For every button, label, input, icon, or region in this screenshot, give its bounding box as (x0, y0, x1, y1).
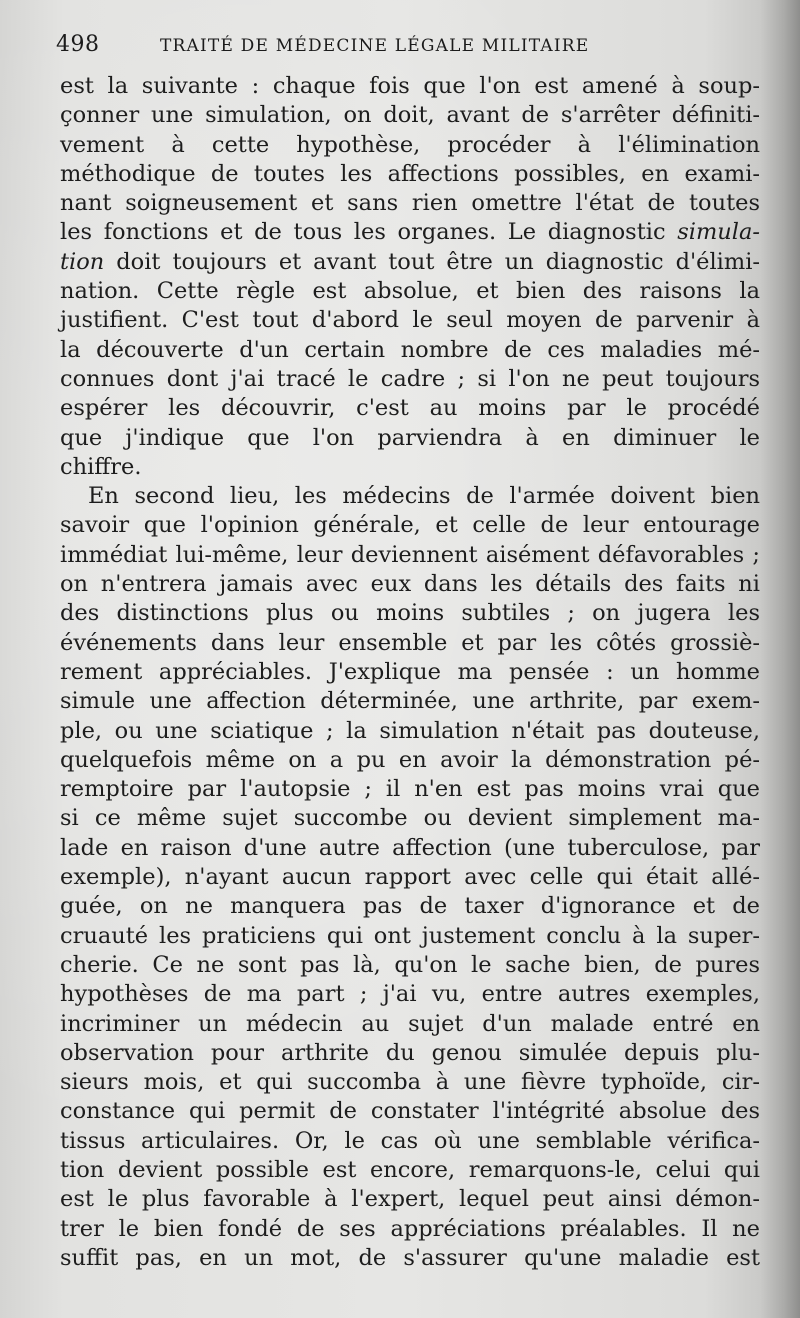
text-line: connues dont j'ai tracé le cadre ; si l'on ne peut toujours (60, 365, 760, 392)
text-line: est le plus favorable à l'expert, lequel peut ainsi démon- (60, 1186, 760, 1213)
text-line: hypothèses de ma part ; j'ai vu, entre autres exemples, (60, 981, 760, 1008)
text-line: quelquefois même on a pu en avoir la démonstration pé- (60, 746, 760, 773)
text-line: remptoire par l'autopsie ; il n'en est pas moins vrai que (60, 776, 760, 803)
text-line: nant soigneusement et sans rien omettre l'état de toutes (60, 190, 760, 217)
text-line: rement appréciables. J'explique ma pensée : un homme (60, 658, 760, 685)
text-line: tissus articulaires. Or, le cas où une semblable vérifica- (60, 1127, 760, 1154)
text-line: simule une affection déterminée, une arthrite, par exem- (60, 688, 760, 715)
text-line: nation. Cette règle est absolue, et bien des raisons la (60, 278, 760, 305)
body-text (60, 72, 760, 1273)
text-line: chiffre. (60, 453, 142, 480)
text-line: incriminer un médecin au sujet d'un malade entré en (60, 1010, 760, 1037)
running-head: TRAITÉ DE MÉDECINE LÉGALE MILITAIRE (160, 36, 590, 56)
page-header (56, 30, 740, 60)
text-line: que j'indique que l'on parviendra à en diminuer le (60, 424, 760, 451)
text-line: cherie. Ce ne sont pas là, qu'on le sache bien, de pures (60, 951, 760, 978)
text-line: lade en raison d'une autre affection (une tuberculose, par (60, 834, 760, 861)
text-line: méthodique de toutes les affections possibles, en exami- (60, 160, 760, 187)
text-line: des distinctions plus ou moins subtiles ; on jugera les (60, 600, 760, 627)
text-line: tion devient possible est encore, remarquons-le, celui qui (60, 1156, 760, 1183)
page-number: 498 (56, 32, 100, 57)
text-fragment: doit toujours et avant tout être un diagnostic d'élimi- (104, 248, 760, 275)
text-line: trer le bien fondé de ses appréciations préalables. Il ne (60, 1215, 760, 1242)
text-line: immédiat lui-même, leur deviennent aisément défavorables ; (60, 541, 760, 568)
text-line: cruauté les praticiens qui ont justement conclu à la super- (60, 922, 760, 949)
text-line: observation pour arthrite du genou simulée depuis plu- (60, 1039, 760, 1066)
text-line (60, 218, 760, 247)
text-line: événements dans leur ensemble et par les côtés grossiè- (60, 629, 760, 656)
text-line: est la suivante : chaque fois que l'on est amené à soup- (60, 73, 760, 99)
italic-word: tion (60, 248, 105, 275)
text-line (60, 248, 760, 277)
text-line: ple, ou une sciatique ; la simulation n'était pas douteuse, (60, 717, 760, 744)
italic-word: simula- (677, 219, 760, 246)
text-line: guée, on ne manquera pas de taxer d'ignorance et de (60, 893, 760, 920)
text-line: justifient. C'est tout d'abord le seul moyen de parvenir à (60, 307, 760, 334)
text-line: constance qui permit de constater l'intégrité absolue des (60, 1098, 760, 1125)
page-edge-shadow (760, 0, 800, 1318)
text-line: exemple), n'ayant aucun rapport avec celle qui était allé- (60, 864, 760, 891)
text-line: sieurs mois, et qui succomba à une fièvre typhoïde, cir- (60, 1069, 760, 1096)
text-line: espérer les découvrir, c'est au moins par le procédé (60, 395, 760, 422)
text-line: vement à cette hypothèse, procéder à l'élimination (60, 131, 760, 158)
text-line: si ce même sujet succombe ou devient simplement ma- (60, 805, 760, 832)
text-line: suffit pas, en un mot, de s'assurer qu'une maladie est (60, 1244, 760, 1271)
text-line: çonner une simulation, on doit, avant de s'arrêter définiti- (60, 102, 760, 129)
text-fragment: les fonctions et de tous les organes. Le diagnostic (60, 219, 678, 246)
text-line: la découverte d'un certain nombre de ces maladies mé- (60, 336, 760, 363)
text-line: on n'entrera jamais avec eux dans les détails des faits ni (60, 571, 760, 598)
text-line: savoir que l'opinion générale, et celle de leur entourage (60, 512, 760, 539)
text-line: En second lieu, les médecins de l'armée doivent bien (88, 483, 760, 510)
